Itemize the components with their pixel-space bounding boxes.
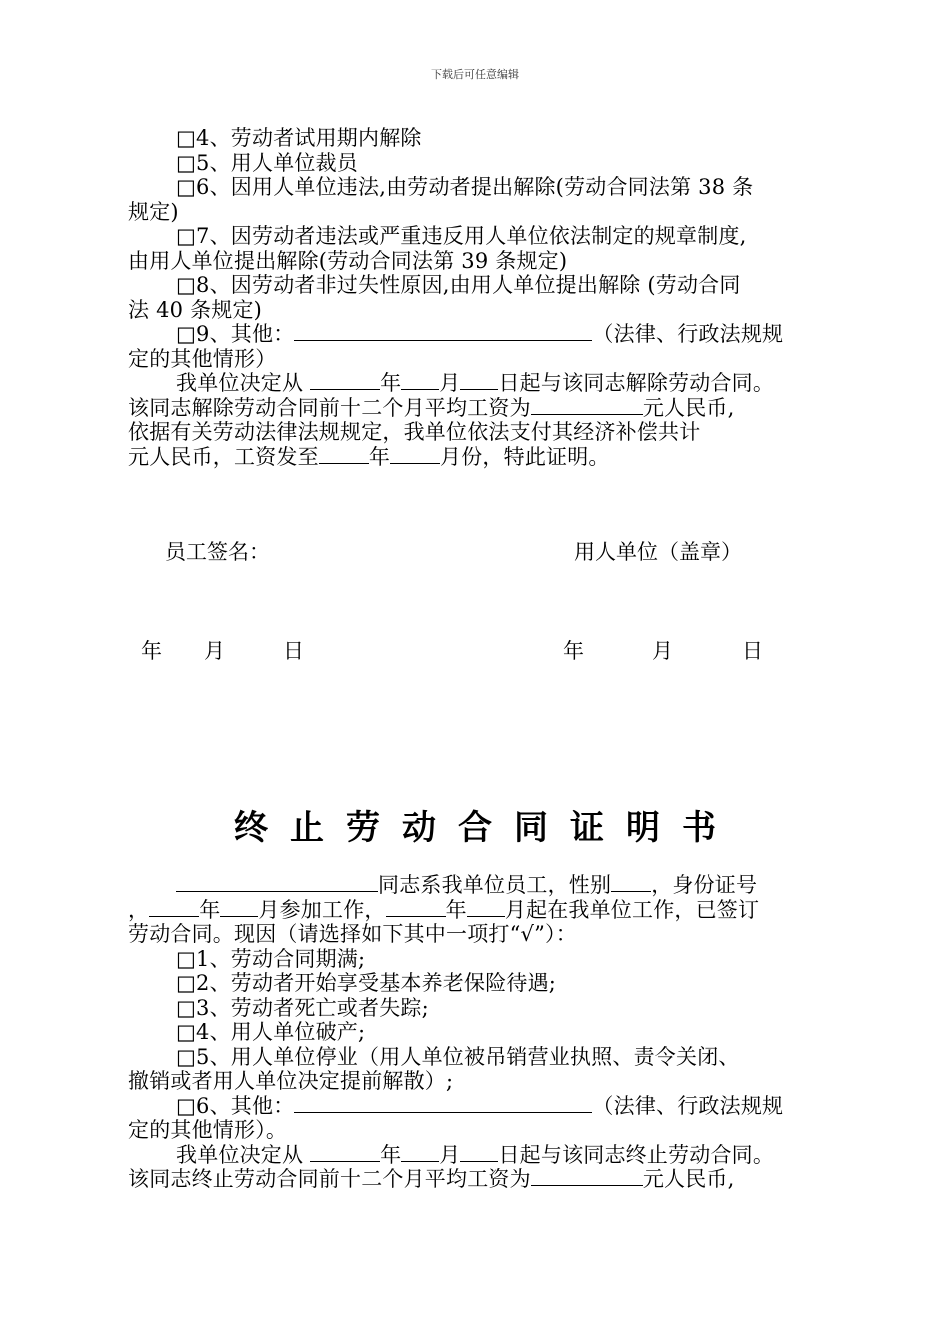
list-item: □4、劳动者试用期内解除: [176, 126, 422, 150]
checkbox[interactable]: □: [176, 175, 197, 199]
termination-section: [128, 873, 836, 1192]
header-note: 下载后可任意编辑: [431, 68, 519, 81]
checkbox[interactable]: □: [176, 150, 197, 175]
checkbox[interactable]: □: [176, 224, 197, 248]
dismissal-date-line: 我单位决定从 年 月 日起与该同志解除劳动合同。: [176, 371, 775, 395]
year-blank[interactable]: [310, 1143, 380, 1162]
employer-seal-label: 用人单位（盖章）: [574, 540, 742, 564]
employer-date-day: 日: [742, 639, 763, 663]
list-item-continuation: 撤销或者用人单位决定提前解散）;: [128, 1069, 454, 1093]
checkbox[interactable]: □: [176, 1020, 197, 1044]
checkbox[interactable]: □: [176, 273, 197, 297]
checkbox[interactable]: □: [176, 1044, 197, 1069]
year-blank[interactable]: [310, 371, 380, 390]
month-blank[interactable]: [401, 371, 439, 390]
intro-line: 同志系我单位员工，性别 ，身份证号: [128, 873, 836, 898]
list-item: □2、劳动者开始享受基本养老保险待遇;: [176, 971, 557, 995]
list-item: □5、用人单位裁员: [176, 150, 359, 175]
list-item: □6、因用人单位违法,由劳动者提出解除(劳动合同法第 38 条: [176, 175, 754, 199]
checkbox[interactable]: □: [176, 995, 197, 1020]
gender-blank[interactable]: [611, 873, 651, 892]
list-item-continuation: 规定): [128, 199, 179, 224]
average-wage-line: 该同志终止劳动合同前十二个月平均工资为 元人民币,: [128, 1167, 735, 1191]
work-year-blank[interactable]: [149, 898, 199, 917]
employer-date-month: 月: [652, 639, 673, 663]
join-year-blank[interactable]: [386, 898, 446, 917]
checkbox[interactable]: □: [176, 322, 197, 346]
list-item: □1、劳动合同期满;: [176, 946, 366, 971]
list-item: □4、用人单位破产;: [176, 1020, 366, 1044]
day-blank[interactable]: [460, 1143, 498, 1162]
employee-date-month: 月: [204, 639, 225, 663]
list-item-other: □9、其他： （法律、行政法规规: [176, 322, 784, 346]
list-item: □5、用人单位停业（用人单位被吊销营业执照、责令关闭、: [176, 1044, 740, 1069]
day-blank[interactable]: [460, 371, 498, 390]
checkbox[interactable]: □: [176, 1093, 197, 1118]
other-reason-blank[interactable]: [294, 1094, 592, 1113]
employee-signature-label: 员工签名：: [165, 540, 270, 564]
checkbox[interactable]: □: [176, 946, 197, 971]
pay-year-blank[interactable]: [319, 445, 369, 464]
list-item-continuation: 定的其他情形）。: [128, 1118, 288, 1142]
list-item-continuation: 定的其他情形）: [128, 346, 277, 371]
checkbox[interactable]: □: [176, 971, 197, 995]
work-month-blank[interactable]: [220, 898, 258, 917]
employer-date-year: 年: [563, 639, 584, 663]
other-reason-blank[interactable]: [294, 322, 592, 341]
list-item: □7、因劳动者违法或严重违反用人单位依法制定的规章制度,: [176, 224, 747, 248]
average-wage-blank[interactable]: [531, 1167, 643, 1186]
employee-date-day: 日: [283, 639, 304, 663]
compensation-line: 依据有关劳动法律法规规定，我单位依法支付其经济补偿共计: [128, 420, 701, 444]
intro-line: ， 年 月参加工作， 年 月起在我单位工作，已签订: [128, 897, 760, 922]
month-blank[interactable]: [401, 1143, 439, 1162]
page-title: 终止劳动合同证明书: [234, 808, 738, 848]
pay-month-blank[interactable]: [390, 445, 440, 464]
join-month-blank[interactable]: [467, 898, 505, 917]
list-item-continuation: 法 40 条规定): [128, 297, 263, 322]
average-wage-line: 该同志解除劳动合同前十二个月平均工资为 元人民币,: [128, 395, 735, 420]
checkbox[interactable]: □: [176, 126, 197, 150]
employee-date-year: 年: [141, 639, 162, 663]
list-item-other: □6、其他： （法律、行政法规规: [176, 1093, 784, 1118]
intro-line: 劳动合同。现因（请选择如下其中一项打“√”）：: [128, 922, 577, 946]
list-item: □3、劳动者死亡或者失踪;: [176, 995, 429, 1020]
average-wage-blank[interactable]: [531, 396, 643, 415]
termination-date-line: 我单位决定从 年 月 日起与该同志终止劳动合同。: [176, 1142, 775, 1167]
list-item: □8、因劳动者非过失性原因,由用人单位提出解除 (劳动合同: [176, 273, 741, 297]
list-item-continuation: 由用人单位提出解除(劳动合同法第 39 条规定): [128, 248, 568, 273]
payment-line: 元人民币，工资发至 年 月份，特此证明。: [128, 444, 610, 469]
dismissal-section: [128, 126, 836, 469]
employee-name-blank[interactable]: [176, 873, 378, 892]
